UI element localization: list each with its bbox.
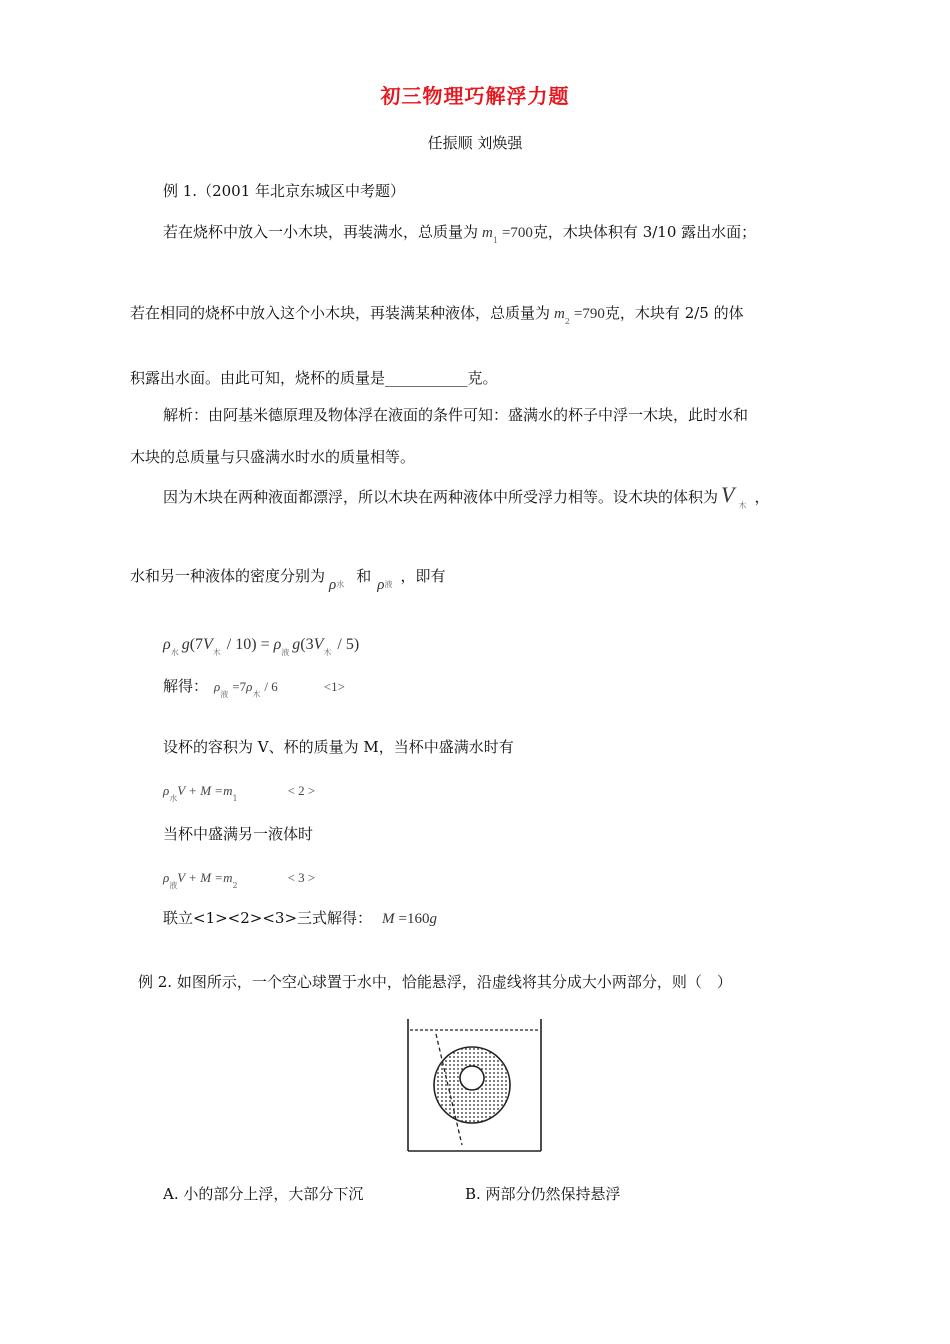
eq2-formula [163,783,315,804]
analysis-line1: 解析：由阿基米德原理及物体浮在液面的条件可知：盛满水的杯子中浮一木块，此时水和 [163,406,749,424]
eq2-body: V + M =m [177,783,233,798]
sphere-cavity [460,1066,484,1090]
eq3-m-sub: 2 [232,881,238,890]
eq1-rho: ρ [214,679,221,694]
analysis-line4 [130,566,445,595]
eq-lhs-tail: / 10) = [226,636,270,653]
eq3-tag: < 3 > [287,870,316,885]
result-unit: g [429,911,438,927]
liquid-line: 当杯中盛满另一液体时 [163,825,314,843]
eq-rhs-g: g [292,636,301,653]
buoyancy-equation [163,634,359,658]
eq3-formula [163,870,315,891]
eq1-rho2: ρ [246,679,253,694]
result-value: =160 [398,911,430,927]
result-line [163,908,437,929]
example1-line3: 积露出水面。由此可知，烧杯的质量是___________克。 [130,369,498,387]
example1-line1-text: 若在烧杯中放入一小木块，再装满水，总质量为 [163,223,479,241]
analysis-line4-end: ，即有 [400,567,446,585]
eq2-tag: < 2 > [287,783,316,798]
analysis-line3-text: 因为木块在两种液面都漂浮，所以木块在两种液体中所受浮力相等。设木块的体积为 [163,488,719,506]
rho-liquid-symbol: ρ [377,577,385,593]
v-wood-formula [721,482,747,510]
eq-lhs-rho-sub: 水 [170,648,179,657]
eq1-rho-sub: 液 [220,690,229,699]
m2-value: =790 [573,306,605,322]
eq-rhs-rho-sub: 液 [281,648,290,657]
example1-line1 [163,222,756,251]
eq-lhs-open: (7 [189,636,204,653]
eq-lhs-g: g [181,636,190,653]
eq-rhs-rho: ρ [273,636,282,653]
authors: 任振顺 刘焕强 [427,134,523,152]
result-formula [382,909,437,927]
m1-value: =700 [501,225,533,241]
eq-lhs-rho: ρ [163,636,171,653]
v-symbol: V [721,482,735,507]
result-m: M [382,911,395,927]
example1-heading: 例 1.（2001 年北京东城区中考题） [163,182,406,200]
hollow-sphere-figure [400,1015,550,1157]
eq-lhs-v-sub: 木 [212,648,221,657]
analysis-line3 [163,482,770,516]
m2-subscript: 2 [564,317,570,326]
rho-water-formula [329,567,345,593]
eq2-m-sub: 1 [232,794,238,803]
example1-line2-text: 若在相同的烧杯中放入这个小木块，再装满某种液体，总质量为 [130,304,551,322]
eq-rhs-open: (3 [300,636,314,653]
example2-question: 例 2. 如图所示，一个空心球置于水中，恰能悬浮，沿虚线将其分成大小两部分，则（ ） [138,973,732,991]
analysis-line4-text: 水和另一种液体的密度分别为 [130,567,326,585]
eq-lhs-v: V [203,636,213,653]
eq1-tag: <1> [323,679,345,694]
analysis-line2: 木块的总质量与只盛满水时水的质量相等。 [130,448,416,466]
solve-label: 解得： [163,677,209,695]
rho-liquid-subscript: 液 [384,580,393,589]
eq3-rho: ρ [163,870,170,885]
m2-formula [554,304,605,326]
example1-line2 [130,303,744,332]
solve-line [163,676,345,705]
m1-formula [482,223,533,245]
document-title: 初三物理巧解浮力题 [380,84,570,108]
eq2-rho-sub: 水 [169,794,178,803]
eq2-rho: ρ [163,783,170,798]
eq1-formula [214,679,345,699]
example1-line1-end: 克，木块体积有 3/10 露出水面； [532,223,757,241]
m1-symbol: m [482,225,493,241]
eq-rhs-v: V [313,636,324,653]
eq3-rho-sub: 液 [169,881,178,890]
option-b: B. 两部分仍然保持悬浮 [465,1185,621,1203]
cup-line: 设杯的容积为 V、杯的质量为 M，当杯中盛满水时有 [163,738,514,756]
m1-subscript: 1 [492,236,498,245]
eq1-tail: / 6 [264,679,278,694]
eq1-rho2-sub: 木 [252,690,261,699]
v-subscript: 木 [738,501,747,510]
rho-water-subscript: 水 [336,580,345,589]
example1-line2-end: 克，木块有 2/5 的体 [604,304,744,322]
option-a: A. 小的部分上浮，大部分下沉 [163,1185,364,1203]
comma: ， [754,488,770,506]
rho-liquid-formula [377,567,393,593]
eq1-mid: =7 [232,679,247,694]
and-text: 和 [356,567,372,585]
result-label: 联立<1><2><3>三式解得： [163,909,373,927]
eq-rhs-v-sub: 木 [323,648,332,657]
eq3-body: V + M =m [177,870,233,885]
m2-symbol: m [554,306,565,322]
eq-rhs-tail: / 5) [337,636,360,653]
rho-water-symbol: ρ [329,577,337,593]
